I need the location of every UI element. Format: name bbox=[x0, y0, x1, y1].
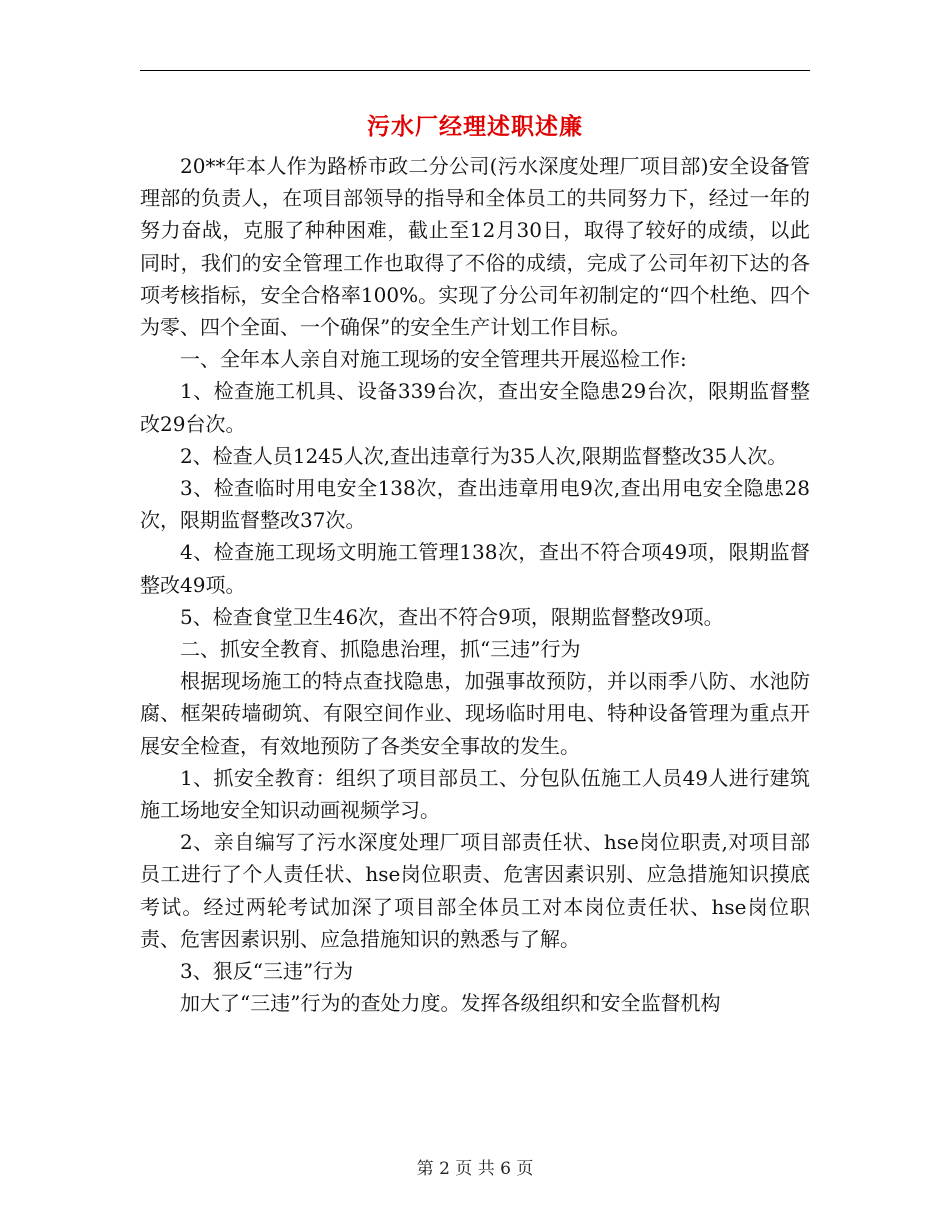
paragraph-three-violations-body: 加大了“三违”行为的查处力度。发挥各级组织和安全监督机构 bbox=[180, 991, 721, 1016]
header-rule bbox=[140, 70, 810, 71]
paragraph-intro: 20**年本人作为路桥市政二分公司(污水深度处理厂项目部)安全设备管理部的负责人，在项目部领导的指导和全体员工的共同努力下，经过一年的努力奋战，克服了种种困难，截止至12月30日，取得了较好的成绩，以此同时，我们的安全管理工作也取得了不俗的成绩，完成了公司年初下达的各项考核指标，安全合格率100%。实现了分公司年初制定的“四个杜绝、四个为零、四个全面、一个确保”的安全生产计划工作目标。 bbox=[140, 154, 810, 340]
document-title: 污水厂经理述职述廉 bbox=[367, 113, 583, 140]
paragraph-item-3: 3、检查临时用电安全138次，查出违章用电9次,查出用电安全隐患28次，限期监督整改37次。 bbox=[140, 476, 810, 533]
paragraph-item-2: 2、检查人员1245人次,查出违章行为35人次,限期监督整改35人次。 bbox=[180, 443, 788, 468]
paragraph-responsibility: 2、亲自编写了污水深度处理厂项目部责任状、hse岗位职责,对项目部员工进行了个人责任状、hse岗位职责、危害因素识别、应急措施知识摸底考试。经过两轮考试加深了项目部全体员工对本岗位责任状、hse岗位职责、危害因素识别、应急措施知识的熟悉与了解。 bbox=[140, 830, 810, 951]
paragraph-education: 1、抓安全教育：组织了项目部员工、分包队伍施工人员49人进行建筑施工场地安全知识动画视频学习。 bbox=[140, 765, 810, 823]
paragraph-item-5: 5、检查食堂卫生46次，查出不符合9项，限期监督整改9项。 bbox=[180, 604, 724, 629]
paragraph-item-4: 4、检查施工现场文明施工管理138次，查出不符合项49项，限期监督整改49项。 bbox=[140, 540, 810, 597]
paragraph-three-violations-heading: 3、狠反“三违”行为 bbox=[180, 959, 354, 984]
page-footer: 第 2 页 共 6 页 bbox=[416, 1159, 534, 1179]
paragraph-section-1-heading: 一、全年本人亲自对施工现场的安全管理共开展巡检工作: bbox=[180, 347, 687, 372]
paragraph-item-1: 1、检查施工机具、设备339台次，查出安全隐患29台次，限期监督整改29台次。 bbox=[140, 379, 810, 436]
paragraph-section-2-heading: 二、抓安全教育、抓隐患治理，抓“三违”行为 bbox=[180, 637, 581, 662]
paragraph-section-2-body: 根据现场施工的特点查找隐患，加强事故预防，并以雨季八防、水池防腐、框架砖墙砌筑、有限空间作业、现场临时用电、特种设备管理为重点开展安全检查，有效地预防了各类安全事故的发生。 bbox=[140, 669, 810, 758]
document-body bbox=[140, 150, 810, 1019]
